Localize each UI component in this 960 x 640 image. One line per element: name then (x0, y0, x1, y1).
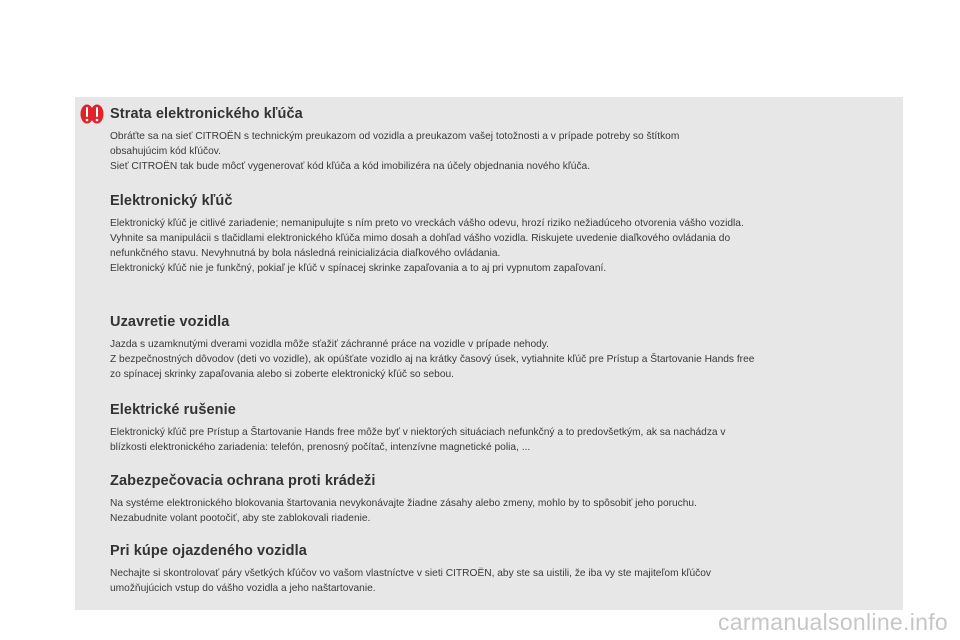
section-key-loss (110, 106, 890, 174)
section-text: Elektronický kľúč pre Prístup a Štartovanie Hands free môže byť v niektorých situáciach nefunkčný a to predovšetkým, ak sa nachádza v blízkosti elektronického zariadenia: telefón, prenosný počítač, intenzívne magnetické polia, ... (110, 427, 726, 453)
section-text: Nechajte si skontrolovať páry všetkých kľúčov vo vašom vlastníctve v sieti CITROËN, aby ste sa uistili, že iba vy ste majiteľom kľúčov umožňujúcich vstup do vášho vozidla a jeho naštartovanie. (110, 568, 711, 594)
section-title: Zabezpečovacia ochrana proti krádeži (110, 473, 376, 489)
section-text: Obráťte sa na sieť CITROËN s technickým preukazom od vozidla a preukazom vašej totožnosti a v prípade potreby so štítkom obsahujúcim kód kľúčov. Sieť CITROËN tak bude môcť vygenerovať kód kľúča a kód imobilizéra na účely objednania nového kľúča. (110, 131, 680, 172)
section-used-vehicle (110, 543, 890, 596)
section-title: Pri kúpe ojazdeného vozidla (110, 543, 307, 559)
section-title: Elektrické rušenie (110, 402, 236, 418)
section-title: Elektronický kľúč (110, 193, 233, 209)
watermark: carmanualsonline.info (717, 609, 948, 635)
section-text: Jazda s uzamknutými dverami vozidla môže sťažiť záchranné práce na vozidle v prípade nehody. Z bezpečnostných dôvodov (deti vo vozidle), ak opúšťate vozidlo aj na krátky časový úsek, vytiahnite kľúč pre Prístup a Štartovanie Hands free zo spínacej skrinky zapaľovania alebo si zoberte elektronický kľúč so sebou. (110, 339, 755, 380)
warning-icon (80, 104, 104, 124)
section-vehicle-locking (110, 314, 890, 382)
section-title: Uzavretie vozidla (110, 314, 230, 330)
section-anti-theft (110, 473, 890, 526)
section-title: Strata elektronického kľúča (110, 106, 303, 122)
section-electrical-interference (110, 402, 890, 455)
section-text: Elektronický kľúč je citlivé zariadenie; nemanipulujte s ním preto vo vreckách vášho odevu, hrozí riziko nežiadúceho otvorenia vášho vozidla. Vyhnite sa manipulácii s tlačidlami elektronického kľúča mimo dosah a dohľad vášho vozidla. Riskujete uvedenie diaľkového ovládania do nefunkčného stavu. Nevyhnutná by bola následná reinicializácia diaľkového ovládania. Elektronický kľúč nie je funkčný, pokiaľ je kľúč v spínacej skrinke zapaľovania a to aj pri vypnutom zapaľovaní. (110, 218, 744, 274)
section-text: Na systéme elektronického blokovania štartovania nevykonávajte žiadne zásahy alebo zmeny, mohlo by to spôsobiť jeho poruchu. Nezabudnite volant pootočiť, aby ste zablokovali riadenie. (110, 498, 697, 524)
section-electronic-key (110, 193, 890, 276)
